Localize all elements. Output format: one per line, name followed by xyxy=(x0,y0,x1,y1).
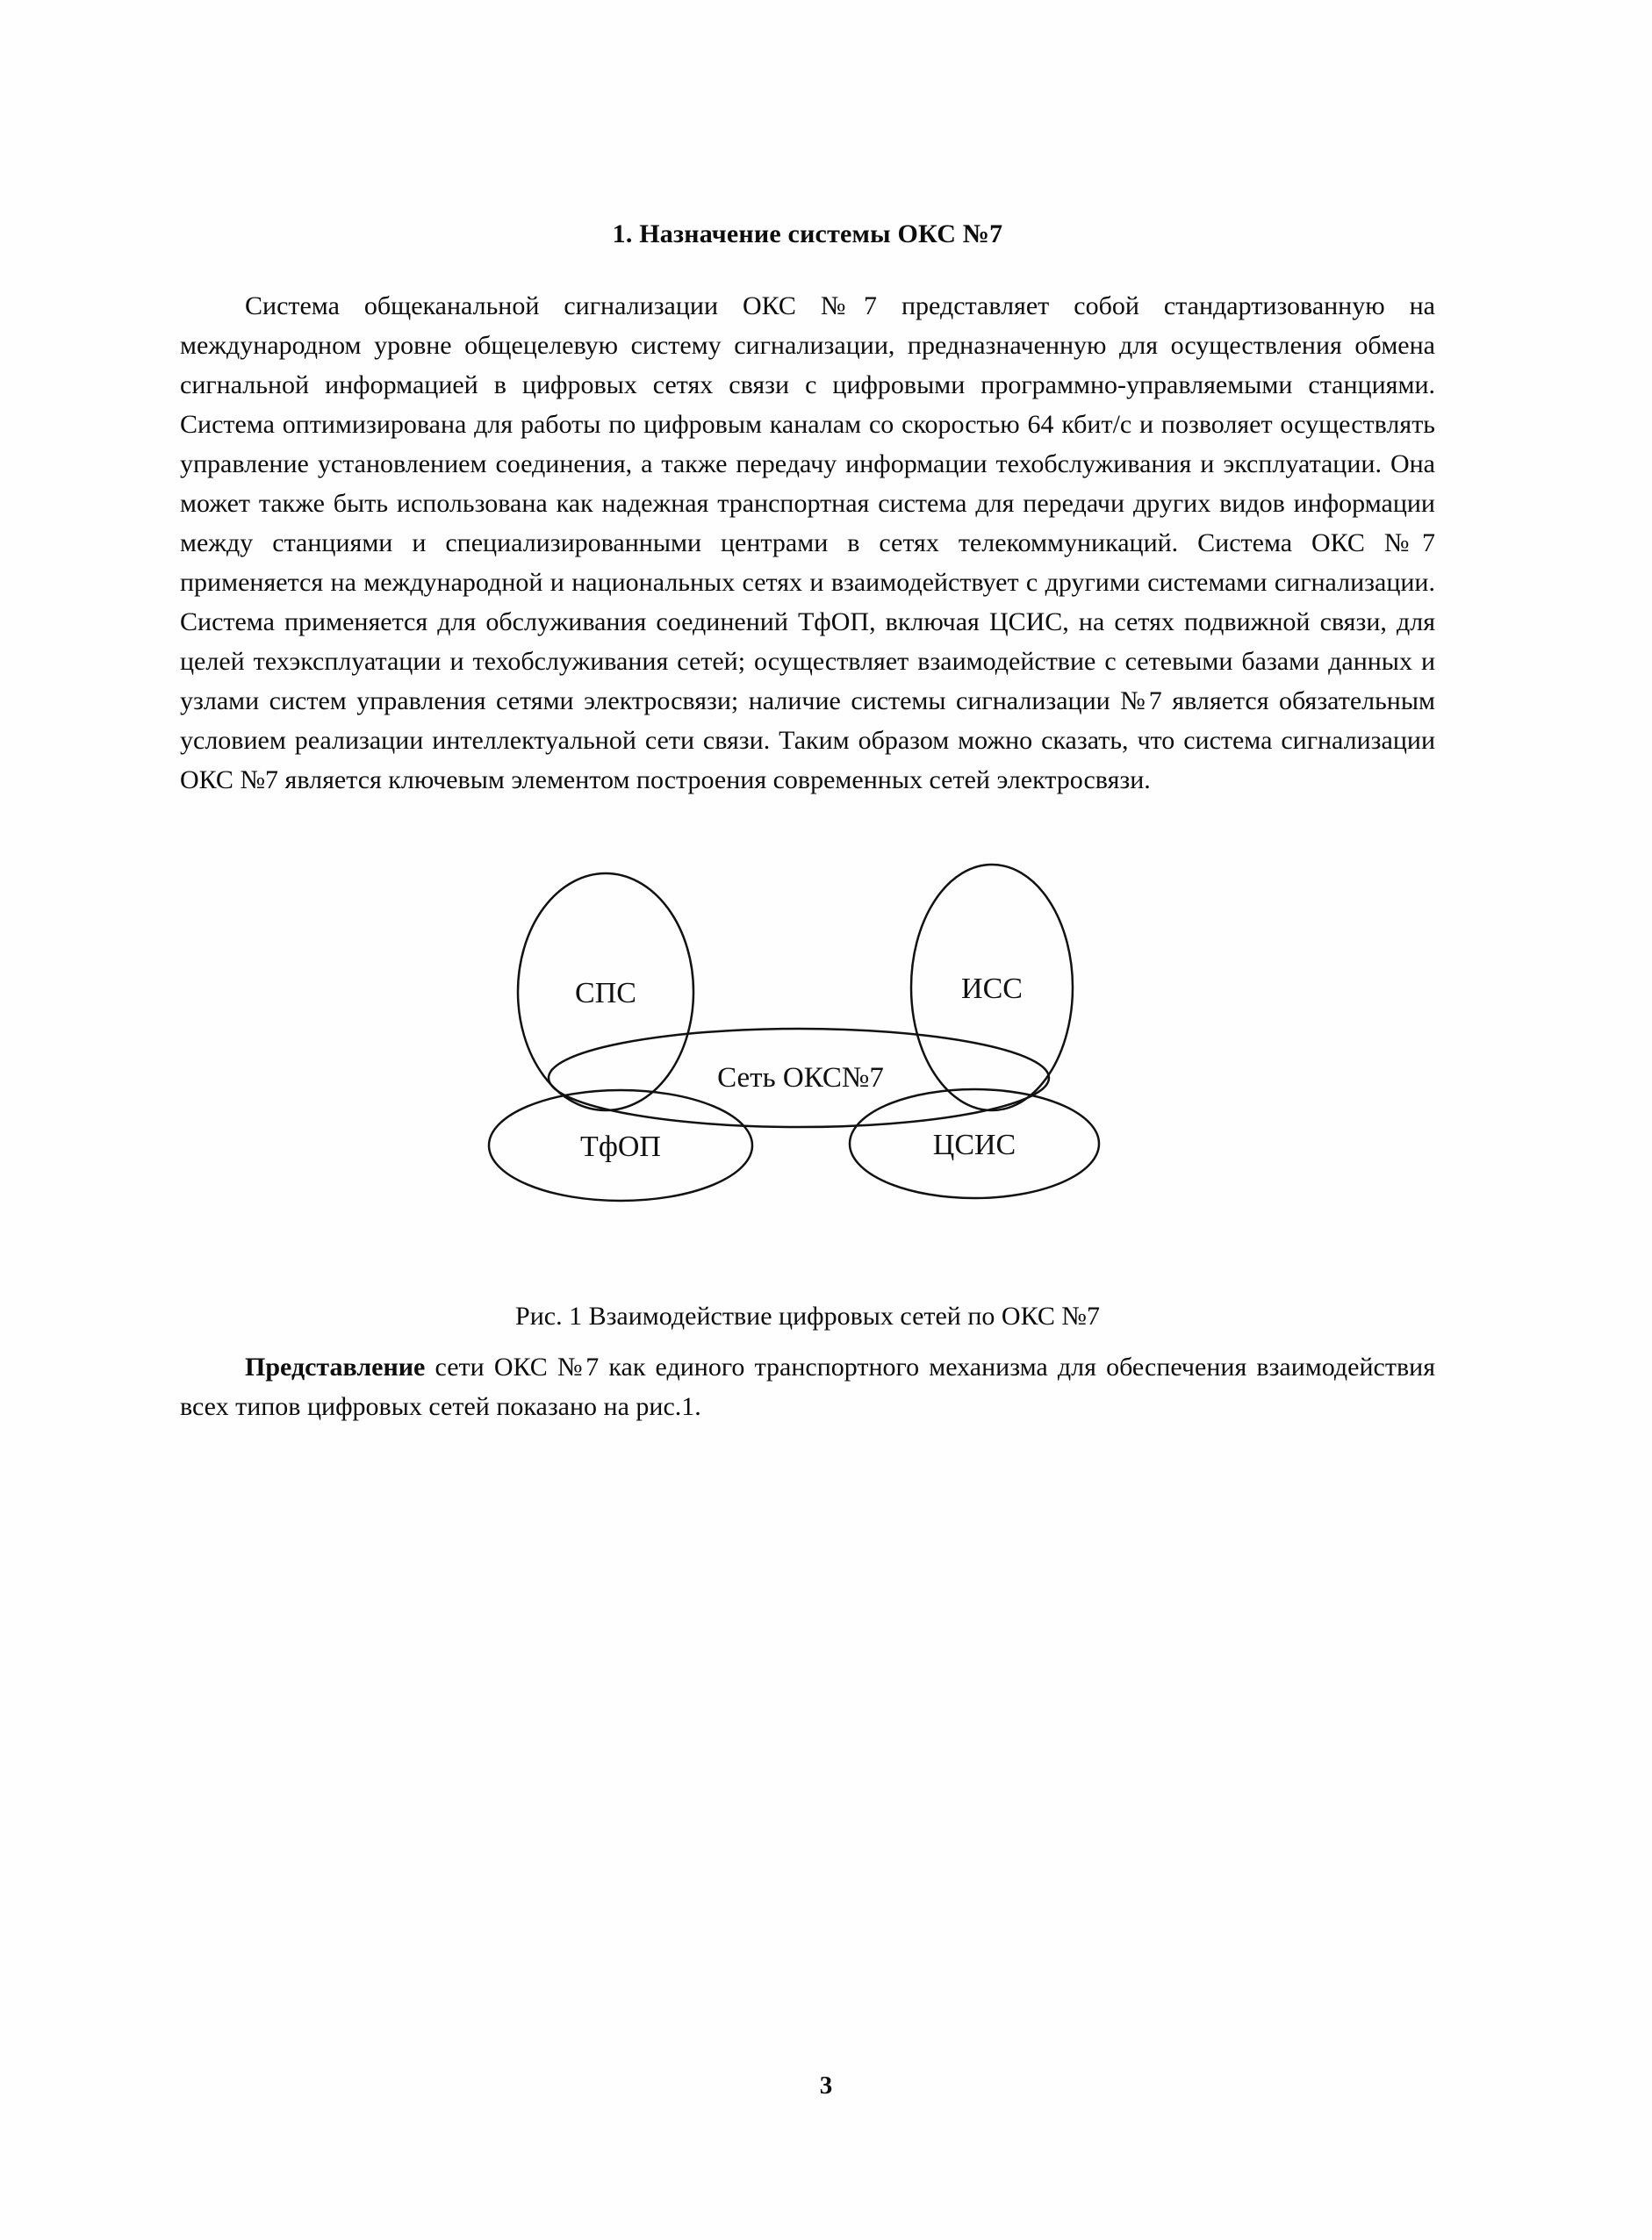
paragraph-closing xyxy=(180,1347,1435,1426)
ellipse-oks-network-label: Сеть ОКС№7 xyxy=(717,1062,884,1094)
page-title: 1. Назначение системы ОКС №7 xyxy=(612,219,1003,248)
page-content xyxy=(180,219,1435,1453)
ellipse-iss-label: ИСС xyxy=(961,973,1023,1005)
paragraph-closing-rest: сети ОКС №7 как единого транспортного механизма для обеспечения взаимодействия всех типов цифровых сетей показано на рис.1. xyxy=(180,1353,1435,1421)
paragraph-intro: Система общеканальной сигнализации ОКС №7 представляет собой стандартизованную на международном уровне общецелевую систему сигнализации, предназначенную для осуществления обмена сигнальной информацией в цифровых сетях связи с цифровыми программно-управляемыми станциями. Система оптимизирована для работы по цифровым каналам со скоростью 64 кбит/с и позволяет осуществлять управление установлением соединения, а также передачу информации техобслуживания и эксплуатации. Она может также быть использована как надежная транспортная система для передачи других видов информации между станциями и специализированными центрами в сетях телекоммуникаций. Система ОКС №7 применяется на международной и национальных сетях и взаимодействует с другими системами сигнализации. Система применяется для обслуживания соединений ТфОП, включая ЦСИС, на сетях подвижной связи, для целей техэксплуатации и техобслуживания сетей; осуществляет взаимодействие с сетевыми базами данных и узлами систем управления сетями электросвязи; наличие системы сигнализации №7 является обязательным условием реализации интеллектуальной сети связи. Таким образом можно сказать, что система сигнализации ОКС №7 является ключевым элементом построения современных сетей электросвязи. xyxy=(180,291,1435,794)
paragraph-closing-lead: Представление xyxy=(245,1353,426,1382)
ellipse-csis-label: ЦСИС xyxy=(932,1129,1016,1161)
ellipse-sps-label: СПС xyxy=(575,977,636,1009)
ellipse-tfop-label: ТфОП xyxy=(580,1131,661,1163)
figure-caption: Рис. 1 Взаимодействие цифровых сетей по ОКС №7 xyxy=(515,1302,1100,1331)
network-interaction-diagram xyxy=(413,829,1203,1277)
page-number: 3 xyxy=(819,2071,833,2100)
figure-diagram xyxy=(180,829,1435,1331)
